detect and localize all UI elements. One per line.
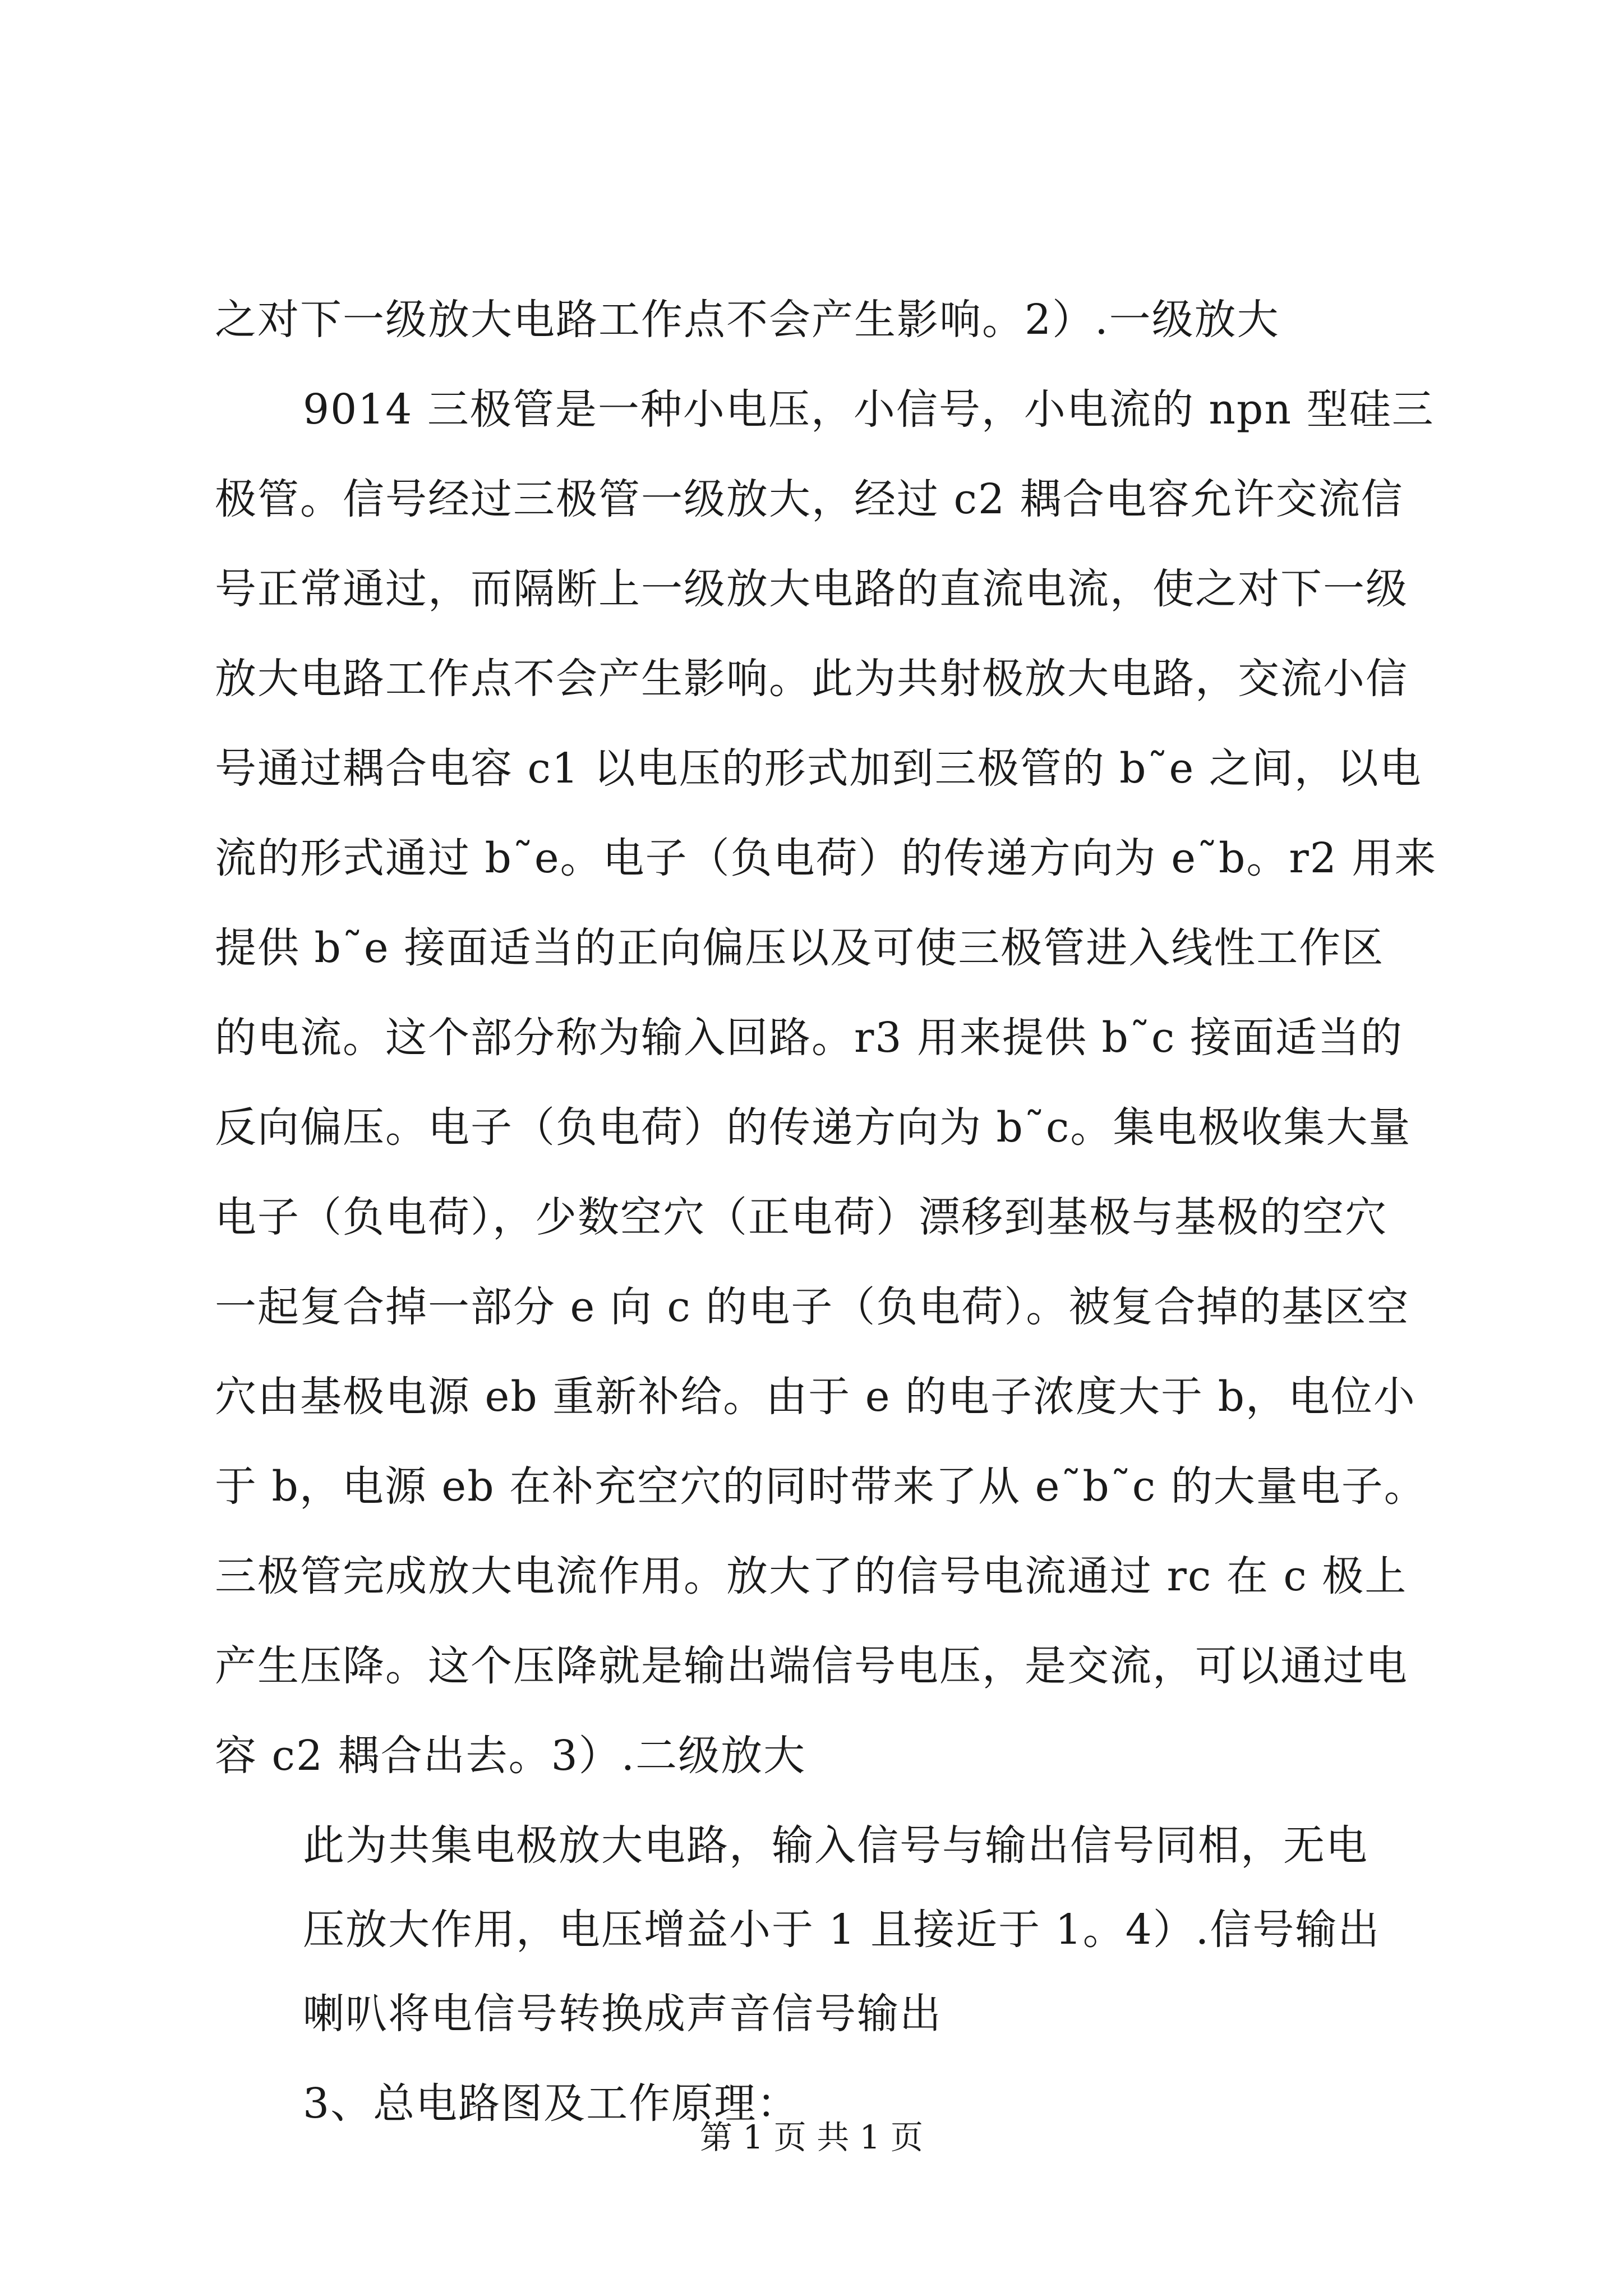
text-line-19: 压放大作用，电压增益小于 1 且接近于 1。4）.信号输出: [303, 1906, 1381, 1954]
text-line-21: 3、总电路图及工作原理：: [303, 2079, 800, 2128]
text-line-10: 反向偏压。电子（负电荷）的传递方向为 b˜c。集电极收集大量: [215, 1103, 1412, 1152]
text-line-7: 流的形式通过 b˜e。电子（负电荷）的传递方向为 e˜b。r2 用来: [215, 834, 1437, 882]
text-line-17: 容 c2 耦合出去。3）.二级放大: [215, 1732, 806, 1780]
text-line-5: 放大电路工作点不会产生影响。此为共射极放大电路，交流小信: [215, 655, 1408, 703]
text-line-11: 电子（负电荷），少数空穴（正电荷）漂移到基极与基极的空穴: [215, 1193, 1387, 1241]
text-line-2: 9014 三极管是一种小电压，小信号，小电流的 npn 型硅三: [303, 385, 1435, 434]
text-line-14: 于 b，电源 eb 在补充空穴的同时带来了从 e˜b˜c 的大量电子。: [215, 1462, 1427, 1511]
text-line-20: 喇叭将电信号转换成声音信号输出: [303, 1990, 942, 2038]
text-line-15: 三极管完成放大电流作用。放大了的信号电流通过 rc 在 c 极上: [215, 1552, 1408, 1600]
text-line-13: 穴由基极电源 eb 重新补给。由于 e 的电子浓度大于 b，电位小: [215, 1373, 1416, 1421]
text-line-1: 之对下一级放大电路工作点不会产生影响。2）.一级放大: [215, 296, 1280, 344]
text-line-16: 产生压降。这个压降就是输出端信号电压，是交流，可以通过电: [215, 1642, 1408, 1690]
text-line-3: 极管。信号经过三极管一级放大，经过 c2 耦合电容允许交流信: [215, 475, 1404, 523]
text-line-12: 一起复合掉一部分 e 向 c 的电子（负电荷）。被复合掉的基区空: [215, 1283, 1410, 1331]
text-line-9: 的电流。这个部分称为输入回路。r3 用来提供 b˜c 接面适当的: [215, 1014, 1403, 1062]
text-line-18: 此为共集电极放大电路，输入信号与输出信号同相，无电: [303, 1821, 1368, 1870]
text-line-8: 提供 b˜e 接面适当的正向偏压以及可使三极管进入线性工作区: [215, 924, 1385, 972]
text-line-6: 号通过耦合电容 c1 以电压的形式加到三极管的 b˜e 之间，以电: [215, 744, 1422, 793]
text-line-4: 号正常通过，而隔断上一级放大电路的直流电流，使之对下一级: [215, 565, 1408, 613]
page-number-footer: 第 1 页 共 1 页: [700, 2118, 923, 2156]
